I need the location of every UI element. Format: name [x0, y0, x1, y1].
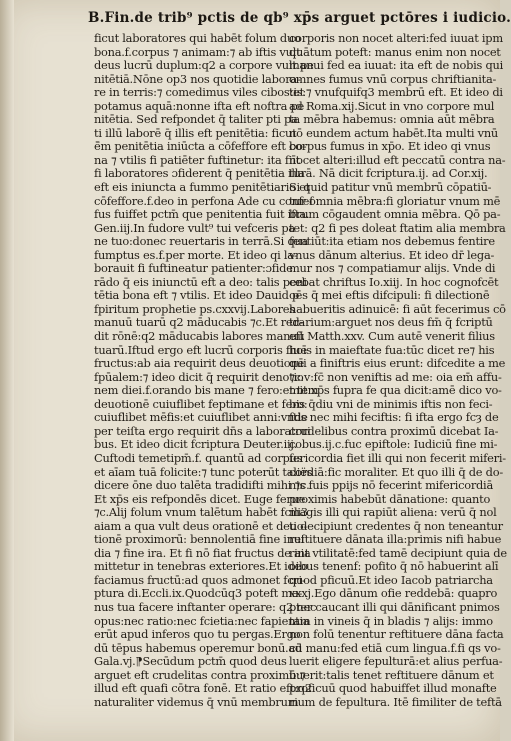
text-line: tis:⁊ vnufquifq3 membrū eft. Et ideo di [289, 85, 503, 100]
text-line: nō eundem actum habēt.Ita multi vnū [289, 125, 499, 140]
text-line: ptura di.Eccli.ix.Quodcūq3 poteft ma- [94, 586, 303, 601]
text-line: cū manu:fed etiā cum lingua.f.fi qs vo- [289, 640, 501, 655]
text-line: fi laboratores ɔfiderent q̄ penitētia illa [94, 166, 305, 181]
text-line: tam in vineis q̄ in bladis ⁊ alijs: immo [289, 613, 493, 628]
text-line: nem diei.f.orando bis mane ⁊ fero:et tem [94, 383, 319, 398]
text-line: nus tua facere inftanter operare: q2 nec [94, 599, 317, 614]
text-line: fericordia fiet illi qui non fecerit miferi- [289, 450, 506, 465]
text-line: oibus tenenf: pofito q̄ nō habuerint alī [289, 559, 499, 574]
text-line: mit xp̄s fupra fe qua dicit:amē dico vo- [289, 383, 502, 398]
text-line: proximis habebūt dānatione: quanto [289, 491, 491, 506]
text-line: fpiritum prophetie ps.cxxvij.Labores [94, 301, 295, 316]
text-line: cebat chriftus Io.xiij. In hoc cognofcēt [289, 274, 499, 289]
text-line: fructus:ab aia requirit deus deuotionē [94, 356, 304, 371]
text-line: dū tēpus habemus operemur bonū.ad [94, 640, 302, 655]
text-line: tētia bona eft ⁊ vtilis. Et ideo Dauid p [94, 288, 300, 303]
text-line: ficut laboratores qui habēt folum duo [94, 31, 301, 45]
text-line: nitētia. Sed refpondet q̄ taliter pti pa [94, 112, 298, 127]
text-line: aiam a qua vult deus orationē et deuo- [94, 518, 307, 533]
text-line: deus lucrū duplum:q2 a corpore vult pe [94, 58, 314, 73]
text-line: Cuftodi temetipm̄.f. quantū ad corpus [94, 450, 303, 465]
text-line: dia ⁊ fine ira. Et fi nō fiat fructus de aia [94, 545, 311, 560]
text-line: vnus dānum alterius. Et ideo dr̄ lega- [289, 247, 495, 262]
text-line: nocet alteri:illud eft peccatū contra na- [289, 152, 506, 167]
text-line: eft eis iniuncta a fummo penitētiario et [94, 180, 310, 195]
text-line: ti decipiunt credentes q̄ non teneantur [289, 518, 503, 533]
text-line: erūt apud inferos quo tu pergas.Ergo [94, 627, 301, 642]
text-line: luerit eligere fepulturā:et alius perfua- [289, 654, 503, 669]
text-line: dit rōnē:q2 māducabis labores manuū [94, 329, 305, 344]
text-line: reftituere dānata illa:primis nifi habue [289, 532, 502, 547]
text-line: cōfeffore.f.deo in perfona Ade cu confef [94, 193, 314, 208]
text-line: tionē proximorū: bennolentiā fine inui [94, 532, 305, 547]
text-line: na ⁊ vtilis fi patiēter fuftinetur: ita fiīt [94, 152, 300, 167]
text-line: per teiſta ergo requirit dn̄s a laboratori [94, 423, 311, 438]
text-line: habueritis adinuicē: fi aūt fecerimus cō [289, 301, 506, 316]
text-line: manuū tuarū q2 māducabis ⁊c.Et red- [94, 315, 304, 330]
text-line: proficuū quod habuiffet illud monafte [289, 681, 497, 696]
text-line: nis fuis ppijs nō fecerint mifericordiā [289, 478, 493, 493]
text-line: rādo q̄ eis iniunctū eft a deo: talis peni [94, 274, 307, 289]
text-line: ftis nec mihi feciftis: fi ifta ergo fcȝ de [289, 410, 499, 425]
text-line: arguet eft crudelitas contra proximū:⁊ [94, 667, 306, 682]
text-line: crudelibus contra proximū dicebat Ia- [289, 423, 499, 438]
text-line: fumptus es.f.per morte. Et ideo qi la- [94, 247, 298, 262]
text-line: trarium:arguet nos deus fm̄ q̄ fcriptū [289, 315, 493, 330]
text-line: tuarū.Iftud ergo eft lucrū corporis fiue [94, 342, 307, 357]
text-line: ne tuo:donec reuertaris in terrā.Si qua [94, 234, 309, 249]
text-line: illud eft quafi cōtra fonē. Et ratio eft:q2 [94, 681, 312, 696]
text-line: potamus aquā:nonne ifta eft noftra pe [94, 98, 305, 113]
right-text-column [289, 31, 507, 709]
text-line: ⁊c.Alij folum vnum talētum habēt fcili3 [94, 505, 308, 520]
text-line: non folū tenentur reftituere dāna facta [289, 627, 504, 642]
text-line: Si quid patitur vnū membrū cōpatiū- [289, 180, 492, 195]
text-line: ⁊c.v:fc̄ non veniftis ad me: oia em̄ affu- [289, 369, 502, 384]
text-line: quod pficuū.Et ideo Iacob patriarcha [289, 572, 493, 587]
text-line: deuotionē cuiuflibet feptimane et fero: [94, 396, 308, 411]
text-line: quātum poteft: manus enim non nocet [289, 44, 501, 59]
text-line: Et xp̄s eis refpondēs dicet. Euge ferue [94, 491, 306, 506]
text-line: brum cōgaudent omnia mēbra. Qō pa- [289, 207, 501, 222]
text-line: cordiā:fic moraliter. Et quo illi q̄ de do- [289, 464, 503, 479]
text-line: tur omnia mēbra:fi gloriatur vnum mē [289, 193, 501, 208]
text-line: magis illi qui rapiūt aliena: verū q̄ nol [289, 505, 497, 520]
text-line: bus. Et ideo dicit fcriptura Deuter.iij. [94, 437, 298, 452]
running-heading: B.Fin.de trib⁹ pctis de qb⁹ xp̄s arguet pctōres i iudicio. [88, 10, 511, 26]
text-line: pter caucant illi qui dānificant pnimos [289, 599, 500, 614]
text-line: faciamus fructū:ad quos admonet fcri- [94, 572, 306, 587]
text-line: manui fed ea iuuat: ita eft de nobis qui [289, 58, 503, 73]
text-line: fentiūt:ita etiam nos debemus fentire [289, 234, 495, 249]
text-line: oēs q̄ mei eftis difcipuli: fi dilectionē [289, 288, 490, 303]
text-line: rint vtilitatē:fed tamē decipiunt quia de [289, 545, 507, 560]
text-line: fpūalem:⁊ ideo dicit q̄ requirit denotio [94, 369, 304, 384]
text-line: bona.f.corpus ⁊ animam:⁊ ab iftis vult [94, 44, 301, 59]
left-text-column [94, 31, 319, 709]
text-line: corporis non nocet alteri:fed iuuat ipm [289, 31, 503, 45]
text-line: nitētiā.Nōne op3 nos quotidie labora- [94, 71, 301, 86]
text-line: ad Roma.xij.Sicut in vno corpore mul [289, 98, 495, 113]
text-line: et aīam tuā folicite:⁊ tunc poterūt taliës [94, 464, 313, 479]
text-line: opus:nec ratio:nec fcietia:nec fapientia [94, 613, 310, 628]
text-line: borauit fi fuftineatur patienter:ɔfide [94, 261, 293, 276]
text-line: mur nos ⁊ compatiamur alijs. Vnde di [289, 261, 496, 276]
text-line: xxxj.Ego dānum ofie reddebā: quapro [289, 586, 498, 601]
text-line: tet: q2 fi pes doleat ftatim alia membra [289, 220, 506, 235]
text-line: rium de fepultura. Itē fimiliter de teftā [289, 694, 502, 709]
text-line: hoīs in maieftate fua:tūc dicet re⁊ his [289, 342, 495, 357]
text-line: dicere ōne duo talēta tradidifti mihi ⁊c. [94, 478, 310, 493]
text-line: qui a finiftris eius erunt: difcedite a me [289, 356, 506, 371]
text-line: ē̄m penitētia iniūcta a cōfeffore eft bo- [94, 139, 307, 154]
text-line: bis q̄diu vni de minimis iftis non feci- [289, 396, 493, 411]
text-line: turā. Nā dicit fcriptura.ij. ad Cor.xij. [289, 166, 488, 181]
text-line: mittetur in tenebras exteriores.Et ideo [94, 559, 308, 574]
text-line: eft Matth.xxv. Cum autē venerit filius [289, 329, 495, 344]
text-line: Gala.vj.⁋Secūdum pctm̄ quod deus [94, 654, 287, 669]
text-line: cuiuflibet mēfis:et cuiuflibet anni:vnde [94, 410, 308, 425]
text-line: cobus.ij.c.fuc epiftole: Iudiciū fine mi- [289, 437, 498, 452]
text-line: re in terris:⁊ comedimus viles cibos:et [94, 85, 304, 100]
text-line: ti illū laborē q̄ illis eft penitētia: ficut [94, 125, 297, 140]
text-line: corpus fumus in xp̄o. Et ideo qi vnus [289, 139, 491, 154]
text-line: fus fuiffet pctm̄ que penitentia fuit ifta. [94, 207, 310, 222]
text-line: omnes fumus vnū corpus chriftianita- [289, 71, 497, 86]
text-line: naturaliter videmus q̄ vnū membrum [94, 694, 299, 709]
text-line: ta mēbra habemus: omnia aūt mēbra [289, 112, 495, 127]
text-line: Gen.iij.In fudore vult⁹ tui vefceris pa [94, 220, 295, 235]
text-line: buerit:talis tenet reftituere dānum et [289, 667, 494, 682]
binding-shadow [0, 0, 14, 741]
